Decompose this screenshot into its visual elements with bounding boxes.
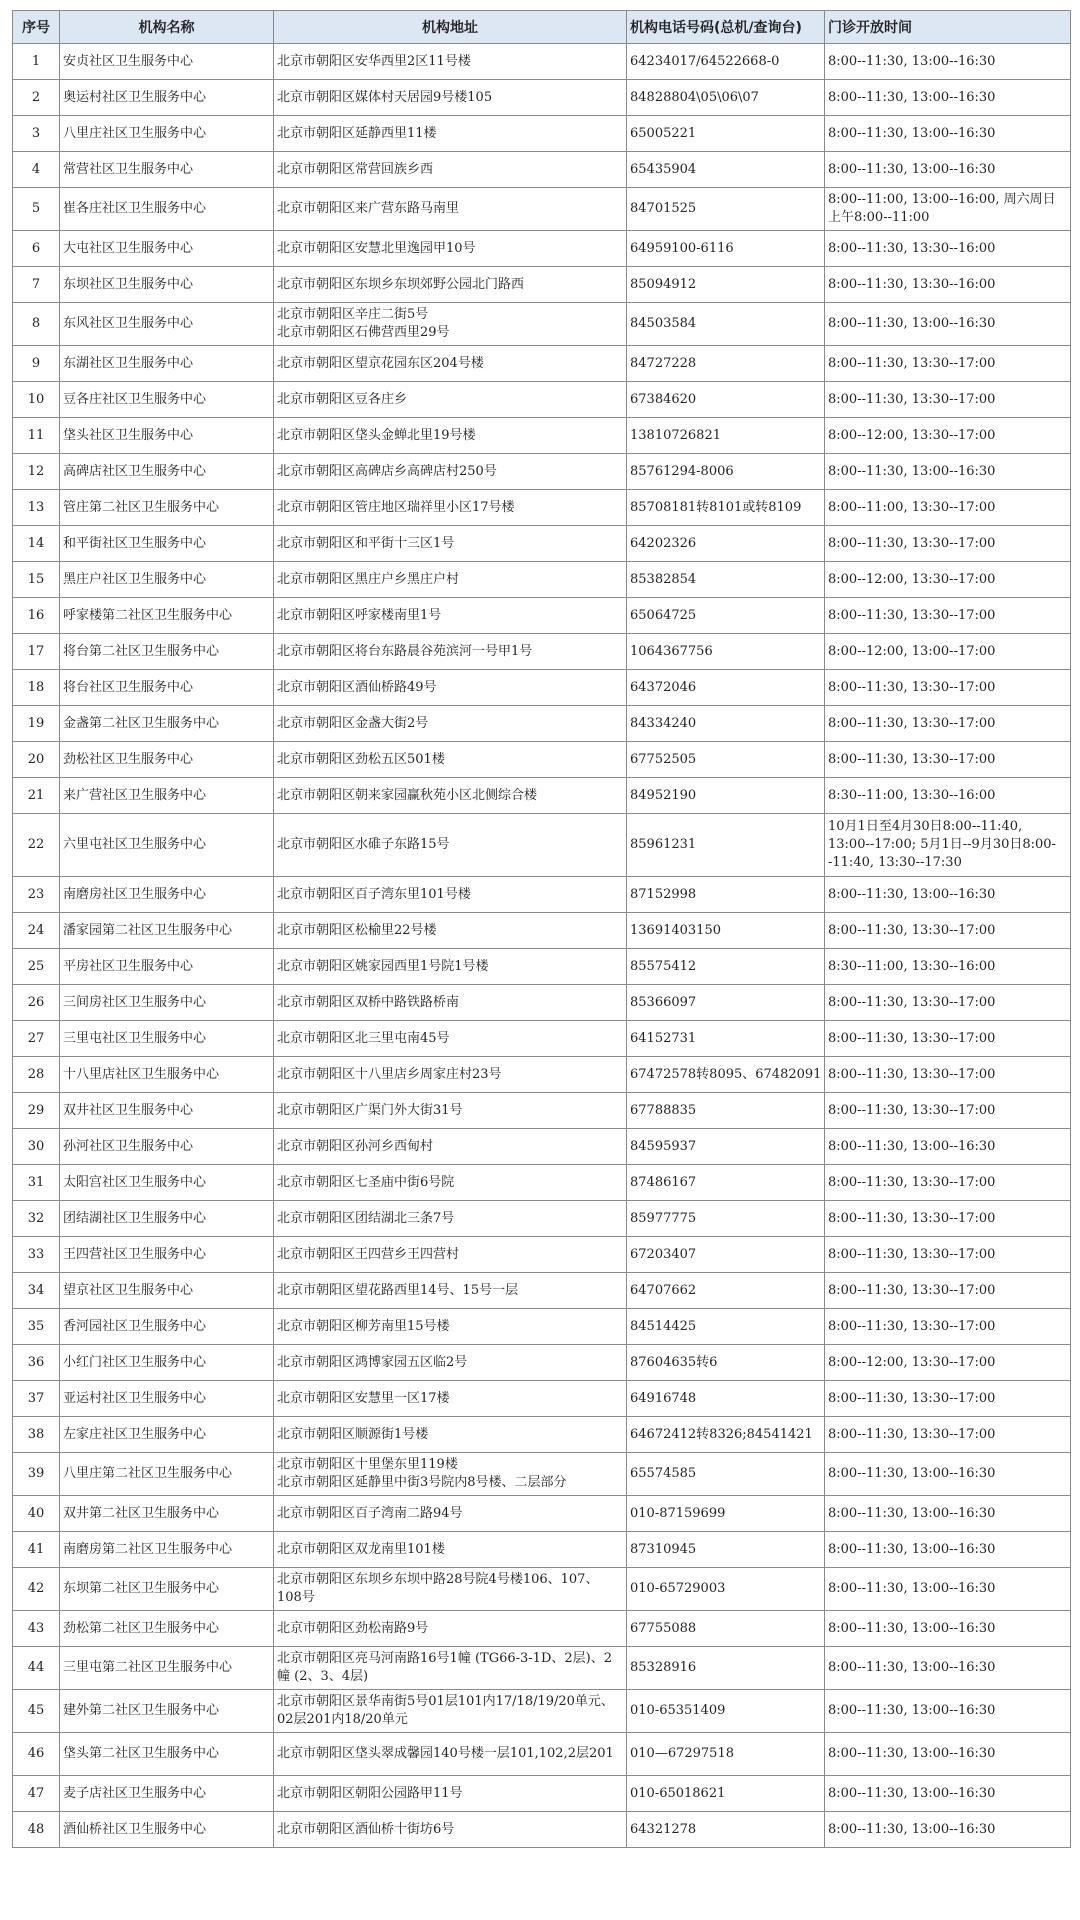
cell-index: 24	[13, 913, 60, 949]
cell-hours: 8:00--11:30, 13:00--16:30	[825, 44, 1071, 80]
cell-index: 13	[13, 490, 60, 526]
cell-hours: 8:00--11:30, 13:00--16:30	[825, 877, 1071, 913]
cell-index: 17	[13, 634, 60, 670]
table-row	[13, 949, 1071, 985]
cell-hours: 8:00--11:30, 13:00--16:30	[825, 1568, 1071, 1611]
cell-index: 33	[13, 1237, 60, 1273]
table-row	[13, 44, 1071, 80]
cell-index: 8	[13, 303, 60, 346]
cell-name: 垡头社区卫生服务中心	[60, 418, 274, 454]
cell-hours: 8:00--11:30, 13:30--17:00	[825, 1237, 1071, 1273]
cell-address: 北京市朝阳区北三里屯南45号	[274, 1021, 627, 1057]
cell-hours: 8:00--11:30, 13:00--16:30	[825, 1812, 1071, 1848]
cell-phone: 65005221	[627, 116, 825, 152]
table-row	[13, 1812, 1071, 1848]
cell-phone: 64672412转8326;84541421	[627, 1417, 825, 1453]
cell-index: 45	[13, 1690, 60, 1733]
cell-index: 35	[13, 1309, 60, 1345]
cell-address: 北京市朝阳区十八里店乡周家庄村23号	[274, 1057, 627, 1093]
cell-name: 太阳宫社区卫生服务中心	[60, 1165, 274, 1201]
cell-hours: 8:00--12:00, 13:30--17:00	[825, 1345, 1071, 1381]
cell-index: 37	[13, 1381, 60, 1417]
cell-hours: 8:00--11:30, 13:30--16:00	[825, 267, 1071, 303]
header-name: 机构名称	[60, 11, 274, 44]
cell-phone: 64152731	[627, 1021, 825, 1057]
cell-hours: 8:00--11:30, 13:00--16:30	[825, 116, 1071, 152]
cell-address: 北京市朝阳区辛庄二街5号 北京市朝阳区石佛营西里29号	[274, 303, 627, 346]
cell-name: 双井社区卫生服务中心	[60, 1093, 274, 1129]
cell-phone: 67752505	[627, 742, 825, 778]
table-row	[13, 814, 1071, 877]
table-row	[13, 985, 1071, 1021]
cell-hours: 8:00--11:30, 13:00--16:30	[825, 1733, 1071, 1776]
cell-name: 黑庄户社区卫生服务中心	[60, 562, 274, 598]
cell-name: 劲松第二社区卫生服务中心	[60, 1611, 274, 1647]
cell-address: 北京市朝阳区双龙南里101楼	[274, 1532, 627, 1568]
cell-index: 18	[13, 670, 60, 706]
cell-index: 46	[13, 1733, 60, 1776]
table-row	[13, 1381, 1071, 1417]
cell-hours: 8:00--11:30, 13:30--17:00	[825, 670, 1071, 706]
cell-hours: 8:00--11:30, 13:30--17:00	[825, 1381, 1071, 1417]
cell-name: 小红门社区卫生服务中心	[60, 1345, 274, 1381]
cell-name: 酒仙桥社区卫生服务中心	[60, 1812, 274, 1848]
cell-phone: 010—67297518	[627, 1733, 825, 1776]
cell-phone: 85366097	[627, 985, 825, 1021]
table-body	[13, 44, 1071, 1848]
cell-hours: 8:00--12:00, 13:00--17:00	[825, 634, 1071, 670]
table-row	[13, 1568, 1071, 1611]
cell-hours: 8:00--12:00, 13:30--17:00	[825, 418, 1071, 454]
table-row	[13, 1647, 1071, 1690]
cell-index: 14	[13, 526, 60, 562]
cell-name: 金盏第二社区卫生服务中心	[60, 706, 274, 742]
cell-name: 亚运村社区卫生服务中心	[60, 1381, 274, 1417]
cell-index: 39	[13, 1453, 60, 1496]
cell-index: 3	[13, 116, 60, 152]
cell-hours: 8:00--11:30, 13:30--17:00	[825, 1021, 1071, 1057]
table-row	[13, 1237, 1071, 1273]
cell-address: 北京市朝阳区朝来家园赢秋苑小区北侧综合楼	[274, 778, 627, 814]
cell-phone: 84952190	[627, 778, 825, 814]
cell-address: 北京市朝阳区望京花园东区204号楼	[274, 346, 627, 382]
cell-address: 北京市朝阳区安慧北里逸园甲10号	[274, 231, 627, 267]
cell-name: 王四营社区卫生服务中心	[60, 1237, 274, 1273]
cell-phone: 85575412	[627, 949, 825, 985]
cell-index: 31	[13, 1165, 60, 1201]
cell-name: 南磨房社区卫生服务中心	[60, 877, 274, 913]
cell-address: 北京市朝阳区望花路西里14号、15号一层	[274, 1273, 627, 1309]
cell-index: 32	[13, 1201, 60, 1237]
cell-name: 管庄第二社区卫生服务中心	[60, 490, 274, 526]
cell-phone: 85328916	[627, 1647, 825, 1690]
table-row	[13, 267, 1071, 303]
cell-hours: 8:00--11:30, 13:30--17:00	[825, 526, 1071, 562]
cell-hours: 8:30--11:00, 13:30--16:00	[825, 778, 1071, 814]
cell-name: 平房社区卫生服务中心	[60, 949, 274, 985]
cell-address: 北京市朝阳区管庄地区瑞祥里小区17号楼	[274, 490, 627, 526]
cell-phone: 010-87159699	[627, 1496, 825, 1532]
cell-name: 常营社区卫生服务中心	[60, 152, 274, 188]
cell-hours: 8:00--11:30, 13:30--17:00	[825, 1309, 1071, 1345]
cell-index: 7	[13, 267, 60, 303]
cell-phone: 85977775	[627, 1201, 825, 1237]
cell-name: 东湖社区卫生服务中心	[60, 346, 274, 382]
table-row	[13, 526, 1071, 562]
cell-name: 呼家楼第二社区卫生服务中心	[60, 598, 274, 634]
cell-hours: 8:00--11:30, 13:30--17:00	[825, 1057, 1071, 1093]
cell-name: 劲松社区卫生服务中心	[60, 742, 274, 778]
table-row	[13, 1417, 1071, 1453]
cell-address: 北京市朝阳区柳芳南里15号楼	[274, 1309, 627, 1345]
cell-phone: 84595937	[627, 1129, 825, 1165]
cell-hours: 8:00--11:30, 13:30--17:00	[825, 742, 1071, 778]
cell-phone: 64916748	[627, 1381, 825, 1417]
table-row	[13, 1453, 1071, 1496]
cell-address: 北京市朝阳区常营回族乡西	[274, 152, 627, 188]
cell-hours: 8:00--11:30, 13:00--16:30	[825, 152, 1071, 188]
cell-phone: 87486167	[627, 1165, 825, 1201]
cell-phone: 84727228	[627, 346, 825, 382]
cell-address: 北京市朝阳区垡头金蝉北里19号楼	[274, 418, 627, 454]
cell-address: 北京市朝阳区劲松五区501楼	[274, 742, 627, 778]
cell-address: 北京市朝阳区酒仙桥路49号	[274, 670, 627, 706]
cell-phone: 67384620	[627, 382, 825, 418]
table-row	[13, 454, 1071, 490]
cell-name: 垡头第二社区卫生服务中心	[60, 1733, 274, 1776]
cell-hours: 8:00--11:30, 13:00--16:30	[825, 1690, 1071, 1733]
cell-phone: 010-65351409	[627, 1690, 825, 1733]
cell-index: 42	[13, 1568, 60, 1611]
cell-address: 北京市朝阳区团结湖北三条7号	[274, 1201, 627, 1237]
cell-name: 双井第二社区卫生服务中心	[60, 1496, 274, 1532]
cell-name: 八里庄第二社区卫生服务中心	[60, 1453, 274, 1496]
cell-address: 北京市朝阳区百子湾南二路94号	[274, 1496, 627, 1532]
cell-index: 12	[13, 454, 60, 490]
cell-index: 48	[13, 1812, 60, 1848]
cell-name: 东风社区卫生服务中心	[60, 303, 274, 346]
cell-address: 北京市朝阳区景华南街5号01层101内17/18/19/20单元、02层201内18/20单元	[274, 1690, 627, 1733]
table-row	[13, 188, 1071, 231]
cell-hours: 8:00--11:30, 13:00--16:30	[825, 303, 1071, 346]
table-row	[13, 1496, 1071, 1532]
table-row	[13, 1733, 1071, 1776]
cell-address: 北京市朝阳区松榆里22号楼	[274, 913, 627, 949]
table-row	[13, 152, 1071, 188]
cell-index: 9	[13, 346, 60, 382]
cell-name: 高碑店社区卫生服务中心	[60, 454, 274, 490]
table-row	[13, 418, 1071, 454]
cell-address: 北京市朝阳区来广营东路马南里	[274, 188, 627, 231]
cell-phone: 67472578转8095、67482091	[627, 1057, 825, 1093]
cell-hours: 8:00--11:30, 13:30--16:00	[825, 231, 1071, 267]
table-row	[13, 1165, 1071, 1201]
table-row	[13, 598, 1071, 634]
cell-phone: 65064725	[627, 598, 825, 634]
cell-phone: 13691403150	[627, 913, 825, 949]
header-row	[13, 11, 1071, 44]
cell-hours: 8:30--11:00, 13:30--16:00	[825, 949, 1071, 985]
cell-index: 22	[13, 814, 60, 877]
cell-phone: 010-65729003	[627, 1568, 825, 1611]
cell-index: 11	[13, 418, 60, 454]
cell-name: 建外第二社区卫生服务中心	[60, 1690, 274, 1733]
table-header	[13, 11, 1071, 44]
cell-address: 北京市朝阳区媒体村天居园9号楼105	[274, 80, 627, 116]
institution-table-sheet	[12, 10, 1070, 1848]
cell-index: 19	[13, 706, 60, 742]
cell-phone: 84514425	[627, 1309, 825, 1345]
cell-address: 北京市朝阳区广渠门外大街31号	[274, 1093, 627, 1129]
cell-name: 南磨房第二社区卫生服务中心	[60, 1532, 274, 1568]
cell-phone: 85761294-8006	[627, 454, 825, 490]
cell-index: 26	[13, 985, 60, 1021]
cell-address: 北京市朝阳区垡头翠成馨园140号楼一层101,102,2层201	[274, 1733, 627, 1776]
cell-index: 29	[13, 1093, 60, 1129]
table-row	[13, 778, 1071, 814]
table-row	[13, 1093, 1071, 1129]
cell-address: 北京市朝阳区亮马河南路16号1幢 (TG66-3-1D、2层)、2幢 (2、3、4层)	[274, 1647, 627, 1690]
table-row	[13, 634, 1071, 670]
table-row	[13, 1273, 1071, 1309]
cell-index: 16	[13, 598, 60, 634]
cell-phone: 64234017/64522668-0	[627, 44, 825, 80]
cell-hours: 8:00--11:30, 13:30--17:00	[825, 1273, 1071, 1309]
cell-phone: 85094912	[627, 267, 825, 303]
cell-hours: 8:00--11:30, 13:30--17:00	[825, 346, 1071, 382]
cell-name: 孙河社区卫生服务中心	[60, 1129, 274, 1165]
cell-hours: 8:00--11:30, 13:30--17:00	[825, 382, 1071, 418]
table-row	[13, 913, 1071, 949]
cell-index: 27	[13, 1021, 60, 1057]
cell-name: 八里庄社区卫生服务中心	[60, 116, 274, 152]
cell-name: 左家庄社区卫生服务中心	[60, 1417, 274, 1453]
table-row	[13, 382, 1071, 418]
cell-phone: 84701525	[627, 188, 825, 231]
cell-name: 三间房社区卫生服务中心	[60, 985, 274, 1021]
cell-address: 北京市朝阳区豆各庄乡	[274, 382, 627, 418]
cell-phone: 64372046	[627, 670, 825, 706]
cell-name: 十八里店社区卫生服务中心	[60, 1057, 274, 1093]
table-row	[13, 1057, 1071, 1093]
cell-name: 东坝第二社区卫生服务中心	[60, 1568, 274, 1611]
table-row	[13, 1129, 1071, 1165]
cell-phone: 87310945	[627, 1532, 825, 1568]
cell-hours: 8:00--11:30, 13:00--16:30	[825, 1532, 1071, 1568]
cell-phone: 65574585	[627, 1453, 825, 1496]
cell-index: 34	[13, 1273, 60, 1309]
cell-address: 北京市朝阳区七圣庙中街6号院	[274, 1165, 627, 1201]
cell-phone: 87604635转6	[627, 1345, 825, 1381]
cell-phone: 64321278	[627, 1812, 825, 1848]
cell-address: 北京市朝阳区百子湾东里101号楼	[274, 877, 627, 913]
institution-table	[12, 10, 1071, 1848]
cell-phone: 64959100-6116	[627, 231, 825, 267]
cell-address: 北京市朝阳区和平街十三区1号	[274, 526, 627, 562]
cell-address: 北京市朝阳区孙河乡西甸村	[274, 1129, 627, 1165]
cell-hours: 8:00--11:30, 13:00--16:30	[825, 1453, 1071, 1496]
cell-name: 麦子店社区卫生服务中心	[60, 1776, 274, 1812]
table-row	[13, 80, 1071, 116]
cell-hours: 8:00--11:30, 13:30--17:00	[825, 598, 1071, 634]
cell-name: 香河园社区卫生服务中心	[60, 1309, 274, 1345]
table-row	[13, 1021, 1071, 1057]
cell-index: 47	[13, 1776, 60, 1812]
cell-index: 25	[13, 949, 60, 985]
cell-index: 4	[13, 152, 60, 188]
cell-address: 北京市朝阳区酒仙桥十街坊6号	[274, 1812, 627, 1848]
cell-hours: 8:00--11:30, 13:30--17:00	[825, 1417, 1071, 1453]
table-row	[13, 346, 1071, 382]
cell-phone: 64202326	[627, 526, 825, 562]
cell-hours: 8:00--11:30, 13:00--16:30	[825, 1611, 1071, 1647]
header-address: 机构地址	[274, 11, 627, 44]
header-index: 序号	[13, 11, 60, 44]
cell-hours: 8:00--11:30, 13:00--16:30	[825, 1647, 1071, 1690]
cell-hours: 8:00--11:30, 13:00--16:30	[825, 1776, 1071, 1812]
cell-phone: 85961231	[627, 814, 825, 877]
cell-phone: 85708181转8101或转8109	[627, 490, 825, 526]
table-row	[13, 670, 1071, 706]
cell-address: 北京市朝阳区王四营乡王四营村	[274, 1237, 627, 1273]
cell-name: 东坝社区卫生服务中心	[60, 267, 274, 303]
cell-name: 安贞社区卫生服务中心	[60, 44, 274, 80]
header-phone: 机构电话号码(总机/查询台)	[627, 11, 825, 44]
table-row	[13, 1201, 1071, 1237]
cell-hours: 8:00--12:00, 13:30--17:00	[825, 562, 1071, 598]
cell-phone: 67203407	[627, 1237, 825, 1273]
cell-name: 三里屯第二社区卫生服务中心	[60, 1647, 274, 1690]
cell-name: 来广营社区卫生服务中心	[60, 778, 274, 814]
cell-index: 10	[13, 382, 60, 418]
table-row	[13, 116, 1071, 152]
table-row	[13, 231, 1071, 267]
cell-address: 北京市朝阳区东坝乡东坝郊野公园北门路西	[274, 267, 627, 303]
cell-address: 北京市朝阳区双桥中路铁路桥南	[274, 985, 627, 1021]
cell-hours: 8:00--11:30, 13:00--16:30	[825, 1129, 1071, 1165]
cell-address: 北京市朝阳区安慧里一区17楼	[274, 1381, 627, 1417]
header-hours: 门诊开放时间	[825, 11, 1071, 44]
cell-index: 36	[13, 1345, 60, 1381]
cell-address: 北京市朝阳区水碓子东路15号	[274, 814, 627, 877]
cell-hours: 8:00--11:30, 13:00--16:30	[825, 1496, 1071, 1532]
cell-hours: 8:00--11:30, 13:30--17:00	[825, 913, 1071, 949]
cell-index: 6	[13, 231, 60, 267]
cell-index: 20	[13, 742, 60, 778]
table-row	[13, 1309, 1071, 1345]
cell-phone: 85382854	[627, 562, 825, 598]
cell-hours: 8:00--11:30, 13:30--17:00	[825, 1201, 1071, 1237]
cell-address: 北京市朝阳区高碑店乡高碑店村250号	[274, 454, 627, 490]
cell-index: 21	[13, 778, 60, 814]
cell-index: 15	[13, 562, 60, 598]
cell-phone: 84334240	[627, 706, 825, 742]
cell-address: 北京市朝阳区顺源街1号楼	[274, 1417, 627, 1453]
cell-name: 和平街社区卫生服务中心	[60, 526, 274, 562]
cell-phone: 64707662	[627, 1273, 825, 1309]
cell-name: 潘家园第二社区卫生服务中心	[60, 913, 274, 949]
cell-address: 北京市朝阳区呼家楼南里1号	[274, 598, 627, 634]
cell-address: 北京市朝阳区十里堡东里119楼 北京市朝阳区延静里中街3号院内8号楼、二层部分	[274, 1453, 627, 1496]
cell-address: 北京市朝阳区将台东路晨谷苑滨河一号甲1号	[274, 634, 627, 670]
table-row	[13, 742, 1071, 778]
cell-address: 北京市朝阳区鸿博家园五区临2号	[274, 1345, 627, 1381]
cell-phone: 67755088	[627, 1611, 825, 1647]
cell-hours: 8:00--11:00, 13:00--16:00, 周六周日上午8:00--11:00	[825, 188, 1071, 231]
cell-address: 北京市朝阳区朝阳公园路甲11号	[274, 1776, 627, 1812]
cell-index: 44	[13, 1647, 60, 1690]
cell-address: 北京市朝阳区延静西里11楼	[274, 116, 627, 152]
cell-hours: 10月1日至4月30日8:00--11:40, 13:00--17:00; 5月1日--9月30日8:00--11:40, 13:30--17:30	[825, 814, 1071, 877]
cell-index: 41	[13, 1532, 60, 1568]
cell-name: 将台社区卫生服务中心	[60, 670, 274, 706]
cell-index: 38	[13, 1417, 60, 1453]
cell-phone: 13810726821	[627, 418, 825, 454]
cell-phone: 010-65018621	[627, 1776, 825, 1812]
cell-hours: 8:00--11:30, 13:30--17:00	[825, 706, 1071, 742]
table-row	[13, 1345, 1071, 1381]
cell-phone: 1064367756	[627, 634, 825, 670]
cell-index: 28	[13, 1057, 60, 1093]
cell-address: 北京市朝阳区金盏大街2号	[274, 706, 627, 742]
cell-name: 将台第二社区卫生服务中心	[60, 634, 274, 670]
table-row	[13, 562, 1071, 598]
cell-hours: 8:00--11:30, 13:00--16:30	[825, 454, 1071, 490]
cell-name: 崔各庄社区卫生服务中心	[60, 188, 274, 231]
cell-phone: 84503584	[627, 303, 825, 346]
table-row	[13, 490, 1071, 526]
cell-index: 43	[13, 1611, 60, 1647]
table-row	[13, 1776, 1071, 1812]
cell-index: 23	[13, 877, 60, 913]
cell-address: 北京市朝阳区劲松南路9号	[274, 1611, 627, 1647]
cell-address: 北京市朝阳区姚家园西里1号院1号楼	[274, 949, 627, 985]
cell-name: 六里屯社区卫生服务中心	[60, 814, 274, 877]
table-row	[13, 706, 1071, 742]
cell-name: 望京社区卫生服务中心	[60, 1273, 274, 1309]
cell-hours: 8:00--11:00, 13:30--17:00	[825, 490, 1071, 526]
cell-address: 北京市朝阳区黑庄户乡黑庄户村	[274, 562, 627, 598]
table-row	[13, 877, 1071, 913]
table-row	[13, 303, 1071, 346]
cell-name: 大屯社区卫生服务中心	[60, 231, 274, 267]
cell-hours: 8:00--11:30, 13:30--17:00	[825, 985, 1071, 1021]
table-row	[13, 1532, 1071, 1568]
cell-hours: 8:00--11:30, 13:30--17:00	[825, 1093, 1071, 1129]
table-row	[13, 1611, 1071, 1647]
cell-name: 奥运村社区卫生服务中心	[60, 80, 274, 116]
cell-index: 40	[13, 1496, 60, 1532]
cell-phone: 65435904	[627, 152, 825, 188]
cell-phone: 84828804\05\06\07	[627, 80, 825, 116]
cell-phone: 67788835	[627, 1093, 825, 1129]
cell-hours: 8:00--11:30, 13:00--16:30	[825, 80, 1071, 116]
cell-index: 30	[13, 1129, 60, 1165]
cell-address: 北京市朝阳区安华西里2区11号楼	[274, 44, 627, 80]
cell-hours: 8:00--11:30, 13:30--17:00	[825, 1165, 1071, 1201]
cell-index: 1	[13, 44, 60, 80]
cell-name: 团结湖社区卫生服务中心	[60, 1201, 274, 1237]
cell-index: 2	[13, 80, 60, 116]
cell-address: 北京市朝阳区东坝乡东坝中路28号院4号楼106、107、108号	[274, 1568, 627, 1611]
cell-name: 三里屯社区卫生服务中心	[60, 1021, 274, 1057]
cell-name: 豆各庄社区卫生服务中心	[60, 382, 274, 418]
table-row	[13, 1690, 1071, 1733]
cell-phone: 87152998	[627, 877, 825, 913]
cell-index: 5	[13, 188, 60, 231]
